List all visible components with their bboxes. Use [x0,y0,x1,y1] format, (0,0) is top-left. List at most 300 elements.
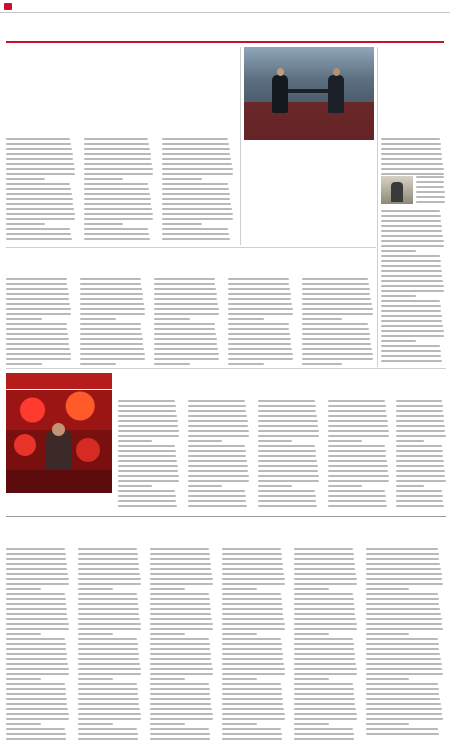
text-line [294,678,329,680]
text-line [162,238,230,240]
text-line [78,593,137,595]
text-line [150,558,210,560]
text-line [396,445,442,447]
text-line [366,683,438,685]
text-line [258,410,316,412]
text-line [416,181,444,183]
text-line [228,283,289,285]
text-line [6,353,71,355]
cambodia-text-col-4 [228,278,294,368]
text-line [302,348,372,350]
text-line [80,348,144,350]
text-line [154,298,217,300]
text-line [366,713,442,715]
text-line [80,298,143,300]
text-line [162,148,230,150]
text-line [258,415,317,417]
text-line [6,608,67,610]
text-line [6,643,66,645]
text-line [78,688,138,690]
text-line [258,480,319,482]
text-line [118,400,175,402]
text-line [154,328,215,330]
text-line [396,455,443,457]
text-line [294,548,353,550]
text-line [228,288,290,290]
text-line [228,328,289,330]
text-line [294,643,354,645]
text-line [366,653,440,655]
text-line [366,693,439,695]
text-line [6,233,71,235]
text-line [396,505,444,507]
text-line [80,363,116,365]
text-line [78,678,113,680]
text-line [381,138,440,140]
text-line [80,338,143,340]
text-line [154,358,219,360]
text-line [84,183,148,185]
text-line [258,490,315,492]
text-line [366,718,443,720]
japan-inline-photo [381,176,413,204]
story-divider [6,516,446,517]
text-line [84,228,148,230]
text-line [188,465,248,467]
text-line [150,593,209,595]
column-divider [377,47,378,367]
text-line [150,713,213,715]
text-line [366,658,441,660]
photo-handshake [288,89,328,93]
text-line [78,553,138,555]
text-line [78,698,139,700]
text-line [294,668,357,670]
text-line [366,603,439,605]
text-line [6,613,67,615]
text-line [294,578,357,580]
text-line [188,425,248,427]
text-line [6,228,70,230]
text-line [396,500,443,502]
text-line [222,618,284,620]
text-line [258,460,317,462]
text-line [118,500,176,502]
text-line [84,208,152,210]
text-line [78,638,137,640]
text-line [162,218,233,220]
text-line [6,223,45,225]
text-line [150,738,210,740]
text-line [222,613,283,615]
text-line [84,213,153,215]
text-line [381,280,443,282]
text-line [381,240,444,242]
text-line [154,283,215,285]
text-line [366,593,438,595]
text-line [222,568,283,570]
text-line [222,608,283,610]
text-line [366,553,439,555]
text-line [6,358,71,360]
text-line [381,148,441,150]
text-line [302,278,368,280]
text-line [150,623,213,625]
text-line [294,573,356,575]
text-line [366,643,439,645]
text-line [328,425,388,427]
fujian-text-col-6 [366,548,444,738]
text-line [228,343,291,345]
text-line [80,288,142,290]
text-line [228,313,293,315]
text-line [162,138,228,140]
text-line [366,563,440,565]
text-line [84,233,149,235]
text-line [80,283,141,285]
text-line [294,728,353,730]
text-line [381,350,441,352]
story-divider [6,368,446,369]
text-line [78,583,141,585]
text-line [416,191,445,193]
text-line [302,283,369,285]
text-line [118,420,178,422]
text-line [6,308,71,310]
festive-banner [6,373,112,389]
text-line [381,143,441,145]
text-line [78,723,113,725]
text-line [222,668,285,670]
text-line [150,603,210,605]
text-line [396,405,443,407]
column-divider [240,47,241,245]
text-line [150,688,210,690]
text-line [6,668,69,670]
text-line [366,623,442,625]
text-line [78,648,138,650]
text-line [258,475,319,477]
text-line [366,733,439,735]
text-line [294,613,355,615]
text-line [84,188,149,190]
text-line [78,668,141,670]
text-line [228,278,289,280]
text-line [366,618,442,620]
text-line [78,598,138,600]
text-line [162,163,232,165]
japan-text-col-1 [381,138,445,178]
text-line [6,163,74,165]
text-line [302,303,372,305]
text-line [78,728,137,730]
text-line [294,683,353,685]
text-line [150,598,210,600]
text-line [328,440,362,442]
cambodia-text-col-1 [6,278,72,368]
japan-text-col-2 [381,210,445,365]
text-line [162,193,230,195]
text-line [258,435,319,437]
text-line [6,678,41,680]
cambodia-text-col-2 [80,278,146,368]
text-line [162,168,233,170]
text-line [78,578,141,580]
text-line [80,323,141,325]
text-line [78,618,140,620]
text-line [6,663,68,665]
text-line [302,313,373,315]
text-line [154,343,217,345]
text-line [80,293,143,295]
fujian-text-col-3 [150,548,214,743]
text-line [78,738,138,740]
text-line [258,420,318,422]
text-line [6,168,75,170]
text-line [228,353,293,355]
text-line [381,235,443,237]
text-line [381,230,442,232]
text-line [366,708,442,710]
text-line [118,470,178,472]
text-line [78,658,139,660]
text-line [294,733,354,735]
text-line [222,598,282,600]
text-line [222,563,283,565]
text-line [328,405,386,407]
text-line [328,490,385,492]
text-line [118,410,176,412]
text-line [294,623,357,625]
text-line [366,633,409,635]
text-line [80,278,141,280]
text-line [222,553,282,555]
text-line [154,348,218,350]
text-line [381,245,444,247]
text-line [84,168,153,170]
text-line [222,558,282,560]
text-line [154,313,219,315]
text-line [6,313,71,315]
text-line [294,723,329,725]
text-line [154,338,217,340]
text-line [6,158,73,160]
text-line [188,460,247,462]
text-line [80,353,145,355]
text-line [6,343,69,345]
text-line [396,425,445,427]
text-line [118,440,152,442]
text-line [118,445,175,447]
text-line [6,288,68,290]
text-line [118,460,177,462]
fujian-text-col-2 [78,548,142,743]
text-line [396,475,445,477]
text-line [6,688,66,690]
text-line [6,618,68,620]
japan-photo-figure [391,182,403,202]
text-line [222,653,283,655]
text-line [396,400,442,402]
text-line [222,708,284,710]
text-line [222,723,257,725]
text-line [6,588,41,590]
text-line [84,178,123,180]
text-line [150,653,211,655]
text-line [78,703,139,705]
text-line [302,363,342,365]
text-line [150,728,209,730]
text-line [84,153,151,155]
text-line [150,668,213,670]
text-line [118,485,152,487]
text-line [294,593,353,595]
text-line [381,270,442,272]
text-line [302,288,370,290]
text-line [188,505,247,507]
text-line [328,430,389,432]
text-line [328,470,388,472]
text-line [222,663,284,665]
text-line [6,218,75,220]
text-line [381,210,440,212]
text-line [6,193,72,195]
text-line [366,638,438,640]
text-line [118,455,176,457]
text-line [416,196,445,198]
text-line [6,203,73,205]
text-line [150,643,210,645]
text-line [381,265,441,267]
text-line [150,633,185,635]
text-line [366,548,438,550]
text-line [396,495,443,497]
text-line [80,308,145,310]
text-line [258,500,316,502]
text-line [118,490,175,492]
text-line [294,653,355,655]
text-line [294,608,355,610]
text-line [162,198,230,200]
text-line [154,278,215,280]
text-line [396,485,424,487]
text-line [222,628,285,630]
macao-text-col-3 [162,138,234,243]
text-line [294,698,355,700]
cities-text-col-5 [396,400,446,510]
text-line [188,455,246,457]
text-line [6,303,70,305]
text-line [381,290,444,292]
text-line [294,738,354,740]
text-line [6,568,67,570]
text-line [328,495,386,497]
text-line [381,250,416,252]
text-line [381,315,442,317]
text-line [6,178,45,180]
text-line [381,260,441,262]
text-line [118,505,177,507]
text-line [302,338,370,340]
masthead [0,0,450,13]
text-line [188,500,246,502]
text-line [154,318,190,320]
text-line [6,298,69,300]
text-line [188,420,248,422]
text-line [150,678,185,680]
text-line [294,688,354,690]
text-line [118,430,179,432]
text-line [381,275,442,277]
text-line [222,603,282,605]
text-line [6,323,67,325]
text-line [302,293,370,295]
text-line [366,678,409,680]
text-line [150,683,209,685]
cities-text-col-1 [118,400,180,510]
text-line [78,673,141,675]
text-line [78,693,138,695]
text-line [294,583,357,585]
text-line [381,163,443,165]
text-line [78,548,137,550]
text-line [222,713,285,715]
text-line [228,323,289,325]
text-line [150,608,211,610]
text-line [328,505,387,507]
text-line [84,158,151,160]
text-line [258,430,319,432]
photo-head-left [277,68,284,76]
text-line [366,663,442,665]
text-line [228,363,264,365]
text-line [6,723,41,725]
text-line [366,628,443,630]
text-line [302,318,342,320]
text-line [162,143,229,145]
text-line [302,308,373,310]
text-line [84,203,151,205]
text-line [84,218,153,220]
text-line [118,405,176,407]
text-line [6,693,66,695]
text-line [78,628,141,630]
text-line [396,430,445,432]
text-line [6,548,65,550]
text-line [78,653,139,655]
text-line [78,713,141,715]
text-line [396,435,446,437]
text-line [381,158,442,160]
text-line [84,138,148,140]
text-line [6,673,69,675]
text-line [80,358,145,360]
text-line [381,285,444,287]
text-line [150,563,211,565]
text-line [6,733,66,735]
text-line [366,613,441,615]
text-line [222,658,283,660]
text-line [294,603,354,605]
cambodia-text-col-5 [302,278,374,368]
text-line [228,338,291,340]
text-line [258,470,318,472]
japan-text-beside-photo [416,176,446,206]
text-line [228,293,291,295]
text-line [258,425,318,427]
text-line [6,293,69,295]
text-line [228,358,293,360]
